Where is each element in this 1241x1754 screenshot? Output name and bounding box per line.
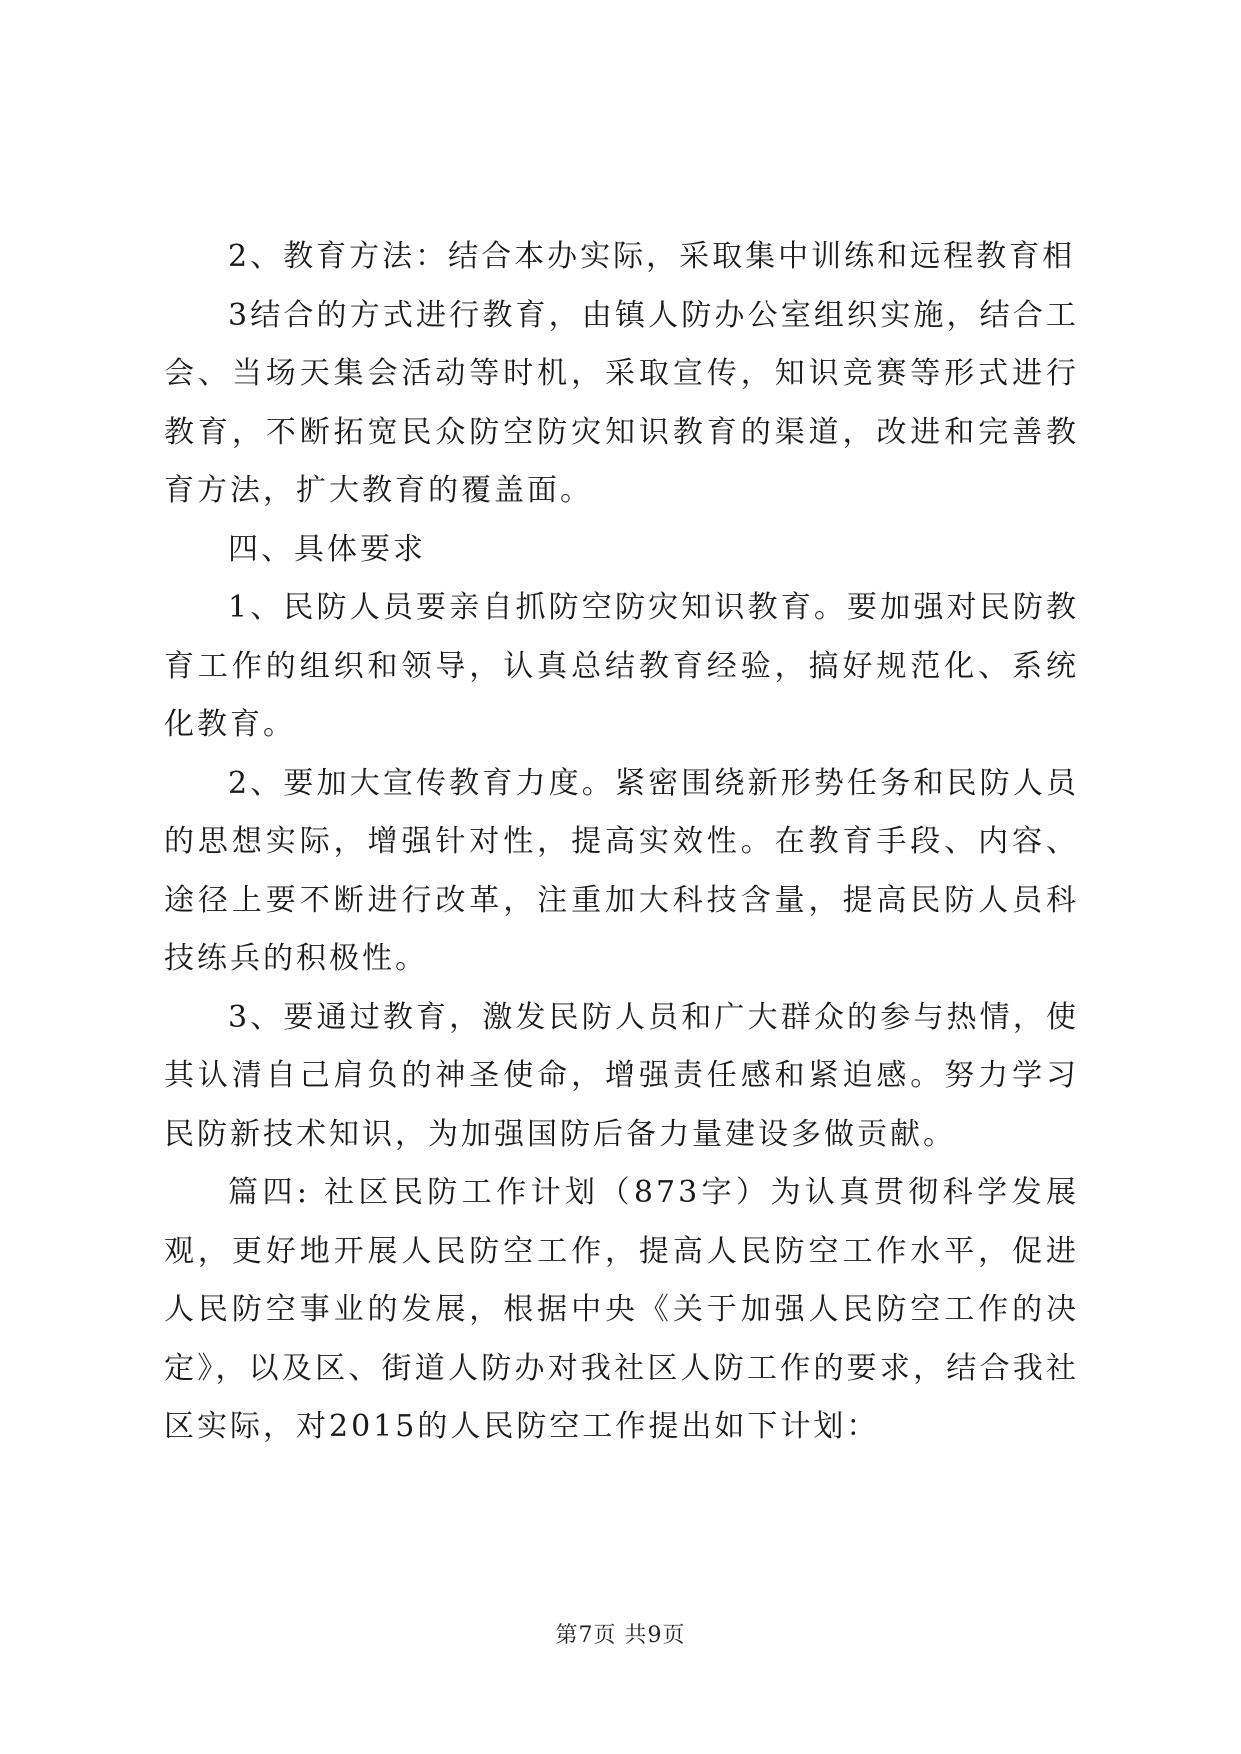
paragraph-education-method: 2、教育方法：结合本办实际，采取集中训练和远程教育相 (228, 239, 1076, 274)
paragraph-requirement-1: 1、民防人员要亲自抓防空防灾知识教育。要加强对民防教育工作的组织和领导，认真总结教育经验，搞好规范化、系统化教育。 (164, 590, 1079, 742)
page-footer: 第7页 共9页 (555, 1623, 686, 1648)
paragraph-requirement-2: 2、要加大宣传教育力度。紧密围绕新形势任务和民防人员的思想实际，增强针对性，提高实效性。在教育手段、内容、途径上要不断进行改革，注重加大科技含量，提高民防人员科技练兵的积极性。 (164, 765, 1079, 976)
paragraph-education-method-cont: 3结合的方式进行教育，由镇人防办公室组织实施，结合工会、当场天集会活动等时机，采取宣传，知识竞赛等形式进行教育，不断拓宽民众防空防灾知识教育的渠道，改进和完善教育方法，扩大教育的覆盖面。 (164, 297, 1079, 508)
document-body (164, 228, 1079, 1457)
paragraph-requirement-3: 3、要通过教育，激发民防人员和广大群众的参与热情，使其认清自己肩负的神圣使命，增强责任感和紧迫感。努力学习民防新技术知识，为加强国防后备力量建设多做贡献。 (164, 999, 1079, 1152)
section-heading-requirements: 四、具体要求 (228, 531, 426, 567)
paragraph-part-four-intro: 篇四: 社区民防工作计划（873字）为认真贯彻科学发展观，更好地开展人民防空工作，提高人民防空工作水平，促进人民防空事业的发展，根据中央《关于加强人民防空工作的决定》，以及区、街道人防办对我社区人防工作的要求，结合我社区实际，对2015的人民防空工作提出如下计划： (164, 1175, 1079, 1444)
